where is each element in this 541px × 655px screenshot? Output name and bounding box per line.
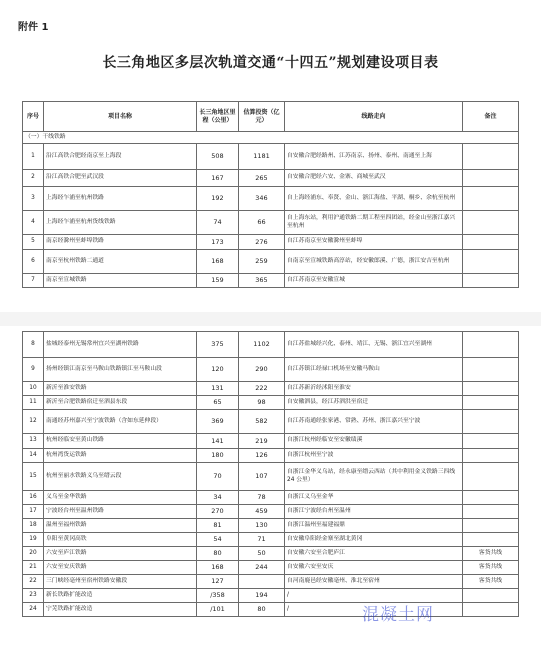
table-row — [23, 358, 519, 382]
cell-seq: 23 — [23, 589, 44, 603]
cell-seq: 3 — [23, 187, 44, 211]
cell-route: 自浙江义乌至金华 — [285, 491, 463, 505]
cell-project-name: 三门峡经亳州至宿州铁路安徽段 — [44, 575, 197, 589]
cell-project-name: 新沂至淮安铁路 — [44, 382, 197, 396]
cell-mileage: 80 — [197, 547, 239, 561]
cell-investment: 126 — [239, 449, 285, 463]
table-row — [23, 533, 519, 547]
cell-remark — [463, 603, 519, 617]
cell-route: 自江苏新沂经沭阳至淮安 — [285, 382, 463, 396]
cell-route: 自安徽六安至安庆 — [285, 561, 463, 575]
cell-remark — [463, 170, 519, 187]
cell-investment: 265 — [239, 170, 285, 187]
table-row — [23, 187, 519, 211]
cell-route: 自浙江杭州至宁波 — [285, 449, 463, 463]
table-row — [23, 434, 519, 449]
header-route: 线路走向 — [285, 102, 463, 132]
cell-seq: 18 — [23, 519, 44, 533]
cell-route: 自江苏南京至安徽滁州至蚌埠 — [285, 235, 463, 250]
cell-mileage: 131 — [197, 382, 239, 396]
header-seq: 序号 — [23, 102, 44, 132]
cell-project-name: 扬州经镇江南京至马鞍山铁路镇江至马鞍山段 — [44, 358, 197, 382]
cell-investment: 276 — [239, 235, 285, 250]
cell-route: 自安徽阜阳经金寨至湖北黄冈 — [285, 533, 463, 547]
table-row — [23, 589, 519, 603]
table-row — [23, 396, 519, 410]
cell-mileage: 159 — [197, 274, 239, 288]
cell-remark — [463, 410, 519, 434]
section-label: （一）干线铁路 — [23, 132, 519, 144]
cell-project-name: 沿江高铁合肥经南京至上海段 — [44, 144, 197, 170]
cell-remark — [463, 519, 519, 533]
cell-investment: 244 — [239, 561, 285, 575]
table-row — [23, 505, 519, 519]
cell-investment: 222 — [239, 382, 285, 396]
document-title: 长三角地区多层次轨道交通“十四五”规划建设项目表 — [102, 55, 439, 71]
cell-project-name: 温州至福州铁路 — [44, 519, 197, 533]
cell-route: 自安徽合肥经路州、江苏南京、扬州、泰州、南通至上海 — [285, 144, 463, 170]
cell-remark — [463, 491, 519, 505]
cell-route: 自江苏南京至安徽宣城 — [285, 274, 463, 288]
header-name: 项目名称 — [44, 102, 197, 132]
cell-seq: 1 — [23, 144, 44, 170]
cell-investment: 290 — [239, 358, 285, 382]
attachment-label: 附件 1 — [18, 22, 49, 33]
cell-mileage: /101 — [197, 603, 239, 617]
cell-investment: 50 — [239, 547, 285, 561]
table-row — [23, 463, 519, 491]
cell-mileage: 81 — [197, 519, 239, 533]
cell-mileage: 141 — [197, 434, 239, 449]
cell-seq: 24 — [23, 603, 44, 617]
table-row — [23, 211, 519, 235]
cell-project-name: 南通经苏州嘉兴至宁波铁路（含如东延伸段） — [44, 410, 197, 434]
cell-remark — [463, 589, 519, 603]
table-row — [23, 575, 519, 589]
cell-project-name: 杭州湾货运铁路 — [44, 449, 197, 463]
cell-route: / — [285, 603, 463, 617]
cell-seq: 22 — [23, 575, 44, 589]
cell-investment: 1102 — [239, 332, 285, 358]
cell-mileage: 270 — [197, 505, 239, 519]
table-row — [23, 491, 519, 505]
cell-route: 自江苏盐城经兴化、泰州、靖江、无锡、浙江宜兴至湖州 — [285, 332, 463, 358]
cell-project-name: 杭州至丽水铁路义乌至缙云段 — [44, 463, 197, 491]
cell-project-name: 宁波经台州至温州铁路 — [44, 505, 197, 519]
cell-route: 自江苏南通经张家港、常熟、苏州、浙江嘉兴至宁波 — [285, 410, 463, 434]
cell-project-name: 南京至宣城铁路 — [44, 274, 197, 288]
cell-remark — [463, 250, 519, 274]
cell-route: 自上海经浦东、奉贤、金山、浙江海盐、平湖、桐乡、余杭至杭州 — [285, 187, 463, 211]
cell-mileage: 74 — [197, 211, 239, 235]
cell-project-name: 新长铁路扩能改造 — [44, 589, 197, 603]
cell-remark — [463, 382, 519, 396]
cell-seq: 14 — [23, 449, 44, 463]
cell-route: 自南京至宣城铁路高淳站，经安徽郎溪、广德，浙江安吉至杭州 — [285, 250, 463, 274]
cell-investment: 78 — [239, 491, 285, 505]
cell-investment: 219 — [239, 434, 285, 449]
cell-mileage: 65 — [197, 396, 239, 410]
cell-project-name: 阜阳至黄冈高铁 — [44, 533, 197, 547]
table-row — [23, 235, 519, 250]
cell-route: 自安徽合肥经六安、金寨、商城至武汉 — [285, 170, 463, 187]
watermark-text: 混凝土网 — [362, 605, 434, 625]
cell-mileage: 54 — [197, 533, 239, 547]
cell-investment: 107 — [239, 463, 285, 491]
cell-project-name: 上海经乍浦至杭州铁路 — [44, 187, 197, 211]
cell-route: 自浙江温州至福建福鼎 — [285, 519, 463, 533]
cell-project-name: 南京至杭州铁路二通道 — [44, 250, 197, 274]
header-investment: 估算投资（亿元） — [239, 102, 285, 132]
cell-investment: 459 — [239, 505, 285, 519]
cell-mileage: 120 — [197, 358, 239, 382]
cell-remark — [463, 187, 519, 211]
cell-route: 自上海东站，利用沪通铁路二期工程至四团站，经金山至浙江嘉兴至杭州 — [285, 211, 463, 235]
table-row — [23, 449, 519, 463]
cell-remark: 客货共线 — [463, 561, 519, 575]
cell-mileage: 167 — [197, 170, 239, 187]
cell-remark — [463, 505, 519, 519]
cell-seq: 10 — [23, 382, 44, 396]
table-row — [23, 410, 519, 434]
table-row — [23, 519, 519, 533]
cell-remark — [463, 449, 519, 463]
table-row — [23, 382, 519, 396]
cell-remark — [463, 533, 519, 547]
cell-seq: 12 — [23, 410, 44, 434]
cell-mileage: 70 — [197, 463, 239, 491]
cell-seq: 16 — [23, 491, 44, 505]
cell-project-name: 新沂至合肥铁路宿迁至泗县东段 — [44, 396, 197, 410]
cell-investment — [239, 575, 285, 589]
cell-seq: 2 — [23, 170, 44, 187]
header-remark: 备注 — [463, 102, 519, 132]
cell-route: 自浙江杭州经临安至安徽绩溪 — [285, 434, 463, 449]
cell-investment: 346 — [239, 187, 285, 211]
cell-project-name: 南京经滁州至蚌埠铁路 — [44, 235, 197, 250]
cell-mileage: 369 — [197, 410, 239, 434]
cell-project-name: 六安至庐江铁路 — [44, 547, 197, 561]
header-mileage: 长三角地区里程（公里） — [197, 102, 239, 132]
cell-mileage: 168 — [197, 250, 239, 274]
cell-route: / — [285, 589, 463, 603]
cell-project-name: 六安至安庆铁路 — [44, 561, 197, 575]
cell-seq: 15 — [23, 463, 44, 491]
cell-remark — [463, 463, 519, 491]
cell-investment: 98 — [239, 396, 285, 410]
cell-remark — [463, 396, 519, 410]
cell-remark — [463, 332, 519, 358]
cell-remark — [463, 434, 519, 449]
cell-mileage: 180 — [197, 449, 239, 463]
table-row — [23, 144, 519, 170]
cell-route: 自河南鹿邑经安徽亳州、淮北至宿州 — [285, 575, 463, 589]
cell-seq: 13 — [23, 434, 44, 449]
cell-mileage: 173 — [197, 235, 239, 250]
cell-project-name: 宁芜铁路扩能改造 — [44, 603, 197, 617]
cell-remark — [463, 211, 519, 235]
cell-project-name: 盐城经泰州无锡常州宜兴至湖州铁路 — [44, 332, 197, 358]
cell-mileage: 34 — [197, 491, 239, 505]
cell-investment: 365 — [239, 274, 285, 288]
cell-mileage: 508 — [197, 144, 239, 170]
cell-investment: 259 — [239, 250, 285, 274]
project-table-part1 — [22, 101, 519, 288]
project-table-part2 — [22, 331, 519, 617]
cell-seq: 4 — [23, 211, 44, 235]
cell-seq: 7 — [23, 274, 44, 288]
cell-remark — [463, 235, 519, 250]
cell-remark — [463, 274, 519, 288]
cell-project-name: 杭州经临安至黄山铁路 — [44, 434, 197, 449]
cell-project-name: 义乌至金华铁路 — [44, 491, 197, 505]
cell-seq: 20 — [23, 547, 44, 561]
cell-mileage: 192 — [197, 187, 239, 211]
cell-investment: 71 — [239, 533, 285, 547]
cell-investment: 80 — [239, 603, 285, 617]
cell-seq: 8 — [23, 332, 44, 358]
cell-seq: 5 — [23, 235, 44, 250]
table-row — [23, 332, 519, 358]
cell-investment: 66 — [239, 211, 285, 235]
cell-remark — [463, 358, 519, 382]
table-row — [23, 274, 519, 288]
table-row — [23, 561, 519, 575]
cell-remark: 客货共线 — [463, 575, 519, 589]
cell-route: 自安徽六安至合肥庐江 — [285, 547, 463, 561]
cell-route: 自安徽泗县，经江苏泗洪至宿迁 — [285, 396, 463, 410]
cell-seq: 17 — [23, 505, 44, 519]
cell-investment: 1181 — [239, 144, 285, 170]
cell-project-name: 上海经乍浦至杭州货线铁路 — [44, 211, 197, 235]
cell-seq: 21 — [23, 561, 44, 575]
table-row — [23, 547, 519, 561]
cell-remark: 客货共线 — [463, 547, 519, 561]
cell-mileage: 168 — [197, 561, 239, 575]
cell-seq: 19 — [23, 533, 44, 547]
cell-investment: 194 — [239, 589, 285, 603]
cell-project-name: 沿江高铁合肥至武汉段 — [44, 170, 197, 187]
table-row — [23, 603, 519, 617]
cell-investment: 130 — [239, 519, 285, 533]
cell-seq: 9 — [23, 358, 44, 382]
cell-mileage: 127 — [197, 575, 239, 589]
page-break — [0, 312, 541, 326]
cell-seq: 6 — [23, 250, 44, 274]
cell-mileage: 375 — [197, 332, 239, 358]
cell-route: 自浙江宁波经台州至温州 — [285, 505, 463, 519]
cell-mileage: /358 — [197, 589, 239, 603]
table-row — [23, 250, 519, 274]
section-row — [23, 132, 519, 144]
table-header-row — [23, 102, 519, 132]
cell-route: 自浙江金华义乌站，经永康至缙云西站（其中利用金义铁路三四线 24 公里） — [285, 463, 463, 491]
cell-seq: 11 — [23, 396, 44, 410]
table-row — [23, 170, 519, 187]
cell-remark — [463, 144, 519, 170]
cell-investment: 582 — [239, 410, 285, 434]
cell-route: 自江苏镇江经禄口机场至安徽马鞍山 — [285, 358, 463, 382]
